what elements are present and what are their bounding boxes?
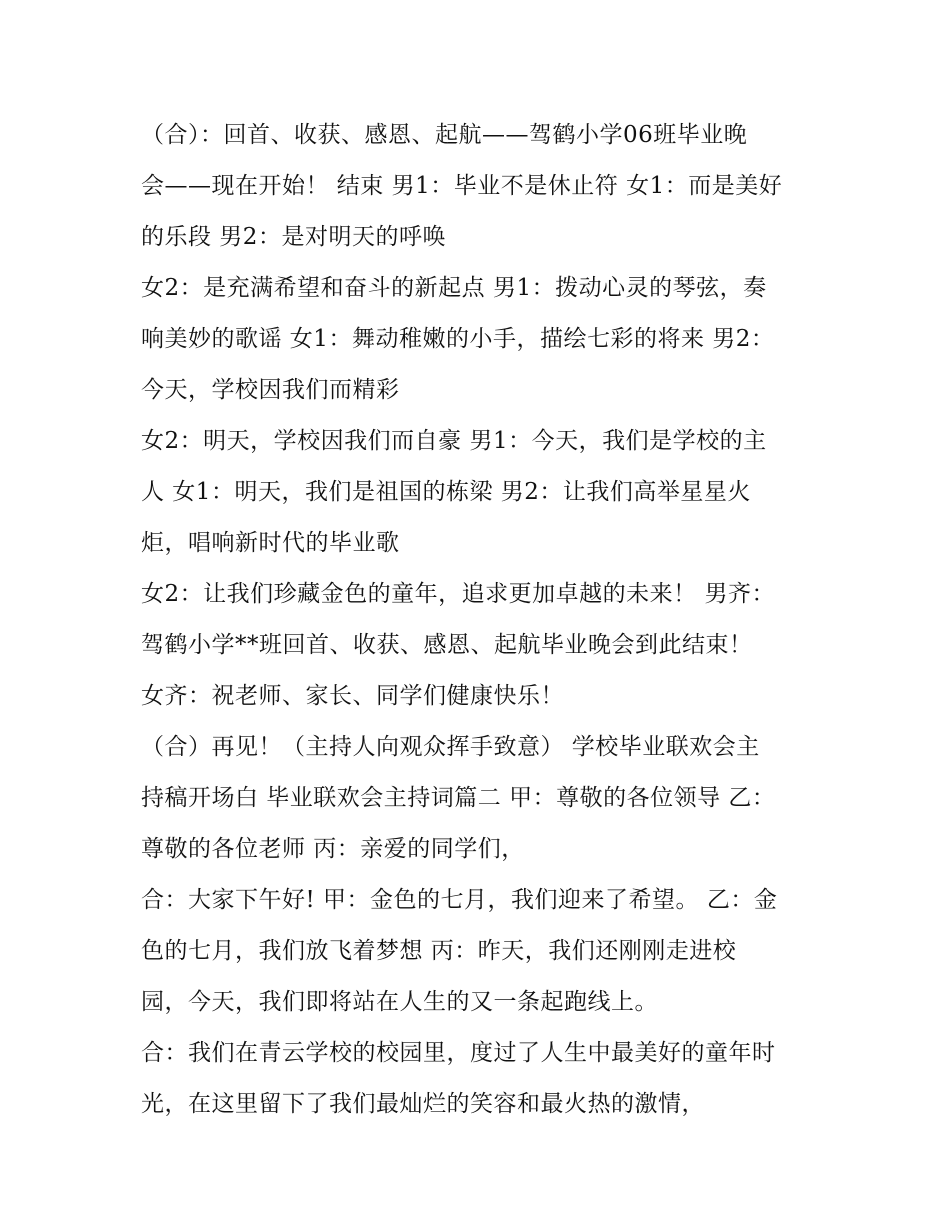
text-line: 女2：让我们珍藏金色的童年，追求更加卓越的未来！ 男齐：	[141, 581, 775, 607]
text-line: 女齐：祝老师、家长、同学们健康快乐！	[141, 683, 564, 709]
text-line: 持稿开场白 毕业联欢会主持词篇二 甲：尊敬的各位领导 乙：	[141, 785, 776, 811]
text-line: 光，在这里留下了我们最灿烂的笑容和最火热的激情，	[141, 1091, 705, 1117]
text-line: 人 女1：明天，我们是祖国的栋梁 男2：让我们高举星星火	[141, 479, 751, 505]
text-line: 色的七月，我们放飞着梦想 丙：昨天，我们还刚刚走进校	[141, 938, 737, 964]
text-line: 尊敬的各位老师 丙：亲爱的同学们，	[141, 836, 525, 862]
text-line: 的乐段 男2：是对明天的呼唤	[141, 224, 446, 250]
text-line: 会——现在开始！ 结束 男1：毕业不是休止符 女1：而是美好	[141, 173, 783, 199]
text-line: 今天，学校因我们而精彩	[141, 377, 400, 403]
text-line: 女2：明天，学校因我们而自豪 男1：今天，我们是学校的主	[141, 428, 767, 454]
text-line: （合）：回首、收获、感恩、起航——驾鹤小学06班毕业晚	[141, 122, 748, 148]
text-line: 响美妙的歌谣 女1：舞动稚嫩的小手，描绘七彩的将来 男2：	[141, 326, 775, 352]
text-line: 炬，唱响新时代的毕业歌	[141, 530, 400, 556]
text-line: 驾鹤小学**班回首、收获、感恩、起航毕业晚会到此结束！	[141, 632, 753, 658]
document-body	[141, 110, 821, 1130]
text-line: 合：大家下午好! 甲：金色的七月，我们迎来了希望。 乙：金	[141, 887, 778, 913]
text-line: 合：我们在青云学校的校园里，度过了人生中最美好的童年时	[141, 1040, 776, 1066]
text-line: 女2：是充满希望和奋斗的新起点 男1：拨动心灵的琴弦，奏	[141, 275, 767, 301]
text-line: 园，今天，我们即将站在人生的又一条起跑线上。	[141, 989, 658, 1015]
text-line: （合）再见！（主持人向观众挥手致意） 学校毕业联欢会主	[141, 734, 760, 760]
